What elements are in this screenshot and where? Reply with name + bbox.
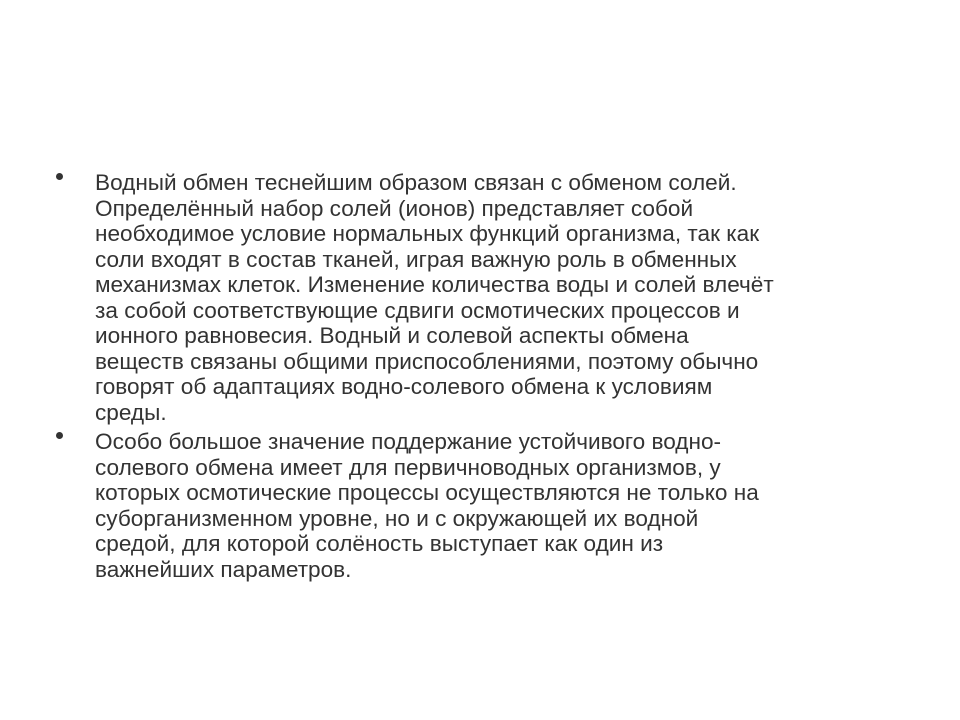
text-line: механизмах клеток. Изменение количества воды и солей влечёт	[95, 272, 774, 297]
bullet-text	[95, 429, 876, 582]
text-line: соли входят в состав тканей, играя важную роль в обменных	[95, 246, 737, 272]
bullet-item	[56, 170, 876, 425]
text-line: Особо большое значение поддержание устойчивого водно-	[95, 429, 722, 454]
text-line: Определённый набор солей (ионов) представляет собой	[95, 195, 694, 221]
bullet-item	[56, 429, 876, 582]
text-line: суборганизменном уровне, но и с окружающей их водной	[95, 505, 699, 531]
bullet-dot-icon	[56, 173, 63, 180]
text-line: говорят об адаптациях водно-солевого обмена к условиям	[95, 374, 713, 399]
bullet-dot-icon	[56, 432, 63, 439]
bullet-list	[56, 170, 876, 586]
text-line: Водный обмен теснейшим образом связан с обменом солей.	[95, 170, 737, 195]
text-line: средой, для которой солёность выступает как один из	[95, 531, 664, 556]
text-line: веществ связаны общими приспособлениями, поэтому обычно	[95, 348, 759, 374]
text-line: необходимое условие нормальных функций организма, так как	[95, 221, 760, 246]
text-line: среды.	[95, 399, 167, 425]
text-line: солевого обмена имеет для первичноводных организмов, у	[95, 454, 721, 480]
text-line: ионного равновесия. Водный и солевой аспекты обмена	[95, 323, 689, 348]
text-line: важнейших параметров.	[95, 556, 352, 582]
text-line: за собой соответствующие сдвиги осмотических процессов и	[95, 297, 740, 323]
bullet-text	[95, 170, 876, 425]
text-line: которых осмотические процессы осуществляются не только на	[95, 480, 759, 505]
